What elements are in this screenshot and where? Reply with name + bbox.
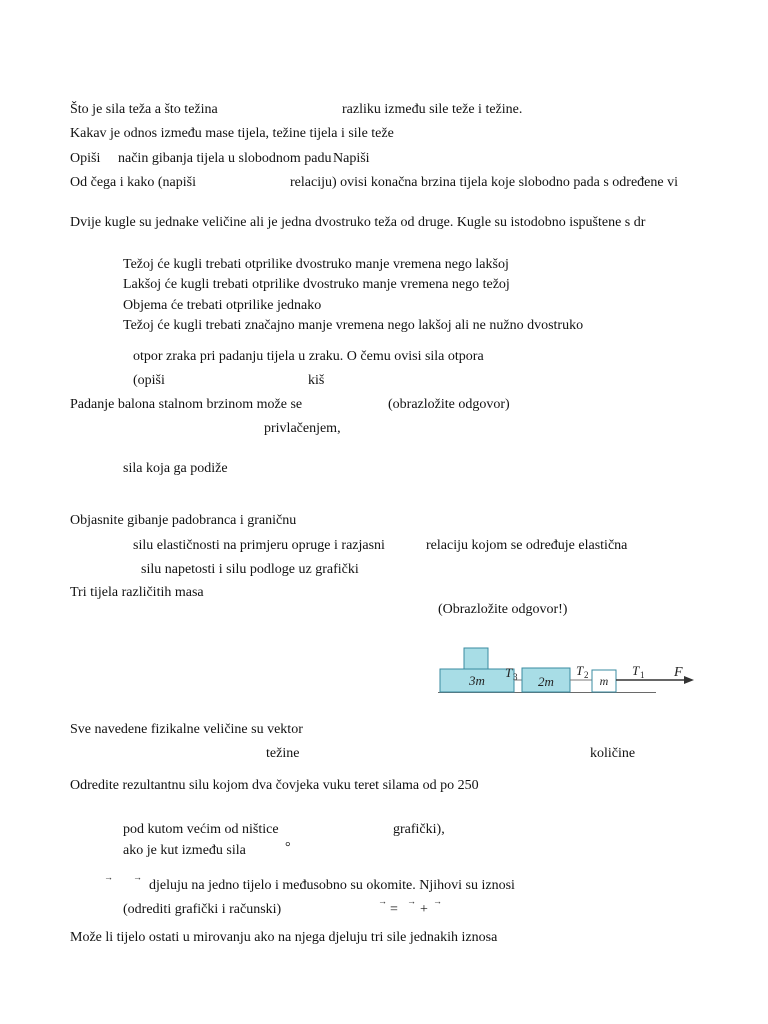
question-freefall-motion: način gibanja tijela u slobodnom padu — [118, 151, 332, 166]
question-resultant-force: Odredite rezultantnu silu kojom dva čovjeka vuku teret silama od po 250 — [70, 778, 479, 793]
vector-arrow-icon: → — [104, 872, 113, 882]
answer-option-1: Težoj će kugli trebati otprilike dvostruko manje vremena nego lakšoj — [123, 257, 509, 272]
question-balloon: Padanje balona stalnom brzinom može se — [70, 397, 303, 412]
question-air-resistance: otpor zraka pri padanju tijela u zraku. O čemu ovisi sila otpora — [133, 349, 484, 364]
degree-symbol: ° — [285, 840, 291, 855]
text-determine-graph-calc: (odrediti grafički i računski) — [123, 902, 282, 917]
question-three-bodies-justify: (Obrazložite odgovor!) — [438, 602, 568, 617]
text-quantity: količine — [590, 746, 636, 761]
vector-arrow-icon: → — [133, 872, 142, 882]
text-lifting-force: sila koja ga podiže — [123, 461, 228, 476]
question-parachute: Objasnite gibanje padobranca i graničnu — [70, 513, 297, 528]
question-balloon-justify: (obrazložite odgovor) — [388, 397, 510, 412]
label-t3-sub: 3 — [513, 672, 518, 682]
question-freefall-describe: Opiši — [70, 151, 101, 166]
text-graphically: grafički), — [393, 822, 445, 837]
text-angle-between: ako je kut između sila — [123, 843, 246, 858]
label-m: m — [599, 674, 609, 688]
question-mass-weight: Kakav je odnos između mase tijela, težine tijela i sile teže — [70, 126, 394, 141]
question-terminal-velocity-relation: relaciju) ovisi konačna brzina tijela koje slobodno pada s određene vi — [290, 175, 678, 190]
force-arrowhead — [684, 676, 694, 684]
vector-arrow-icon: → — [407, 896, 416, 906]
vector-arrow-icon: → — [433, 896, 442, 906]
label-t2-sub: 2 — [584, 670, 589, 680]
question-equilibrium: Može li tijelo ostati u mirovanju ako na njega djeluju tri sile jednakih iznosa — [70, 930, 498, 945]
label-t3: T — [505, 665, 513, 680]
text-angle-greater: pod kutom većim od ništice — [123, 822, 279, 837]
question-gravity-weight-diff: razliku između sile teže i težine. — [342, 102, 523, 117]
question-air-resistance-rain: kiš — [308, 373, 325, 388]
label-t2: T — [576, 663, 584, 678]
text-weight: težine — [266, 746, 300, 761]
question-air-resistance-describe: (opiši — [133, 373, 165, 388]
question-perpendicular-forces: djeluju na jedno tijelo i međusobno su okomite. Njihovi su iznosi — [149, 878, 515, 893]
question-three-bodies: Tri tijela različitih masa — [70, 585, 204, 600]
label-2m: 2m — [538, 674, 554, 689]
question-two-balls: Dvije kugle su jednake veličine ali je jedna dvostruko teža od druge. Kugle su istodobno ispuštene s dr — [70, 215, 646, 230]
block-3m-top — [464, 648, 488, 669]
question-freefall-write: Napiši — [333, 151, 370, 166]
plus-sign: + — [420, 902, 428, 917]
question-spring-relation: relaciju kojom se određuje elastična — [426, 538, 628, 553]
label-force: F — [674, 665, 683, 680]
label-3m: 3m — [469, 673, 485, 688]
question-gravity-weight: Što je sila teža a što težina — [70, 102, 218, 117]
vector-arrow-icon: → — [378, 896, 387, 906]
question-tension-normal: silu napetosti i silu podloge uz grafički — [141, 562, 359, 577]
three-blocks-figure — [436, 644, 701, 700]
text-attraction: privlačenjem, — [264, 421, 341, 436]
question-terminal-velocity: Od čega i kako (napiši — [70, 175, 196, 190]
equals-sign: = — [390, 902, 398, 917]
answer-option-4: Težoj će kugli trebati značajno manje vremena nego lakšoj ali ne nužno dvostruko — [123, 318, 584, 333]
label-t1: T — [632, 663, 640, 678]
question-spring-elasticity: silu elastičnosti na primjeru opruge i razjasni — [133, 538, 385, 553]
answer-option-3: Objema će trebati otprilike jednako — [123, 298, 322, 313]
question-vector-quantities: Sve navedene fizikalne veličine su vektor — [70, 722, 303, 737]
answer-option-2: Lakšoj će kugli trebati otprilike dvostruko manje vremena nego težoj — [123, 277, 510, 292]
label-t1-sub: 1 — [640, 670, 645, 680]
